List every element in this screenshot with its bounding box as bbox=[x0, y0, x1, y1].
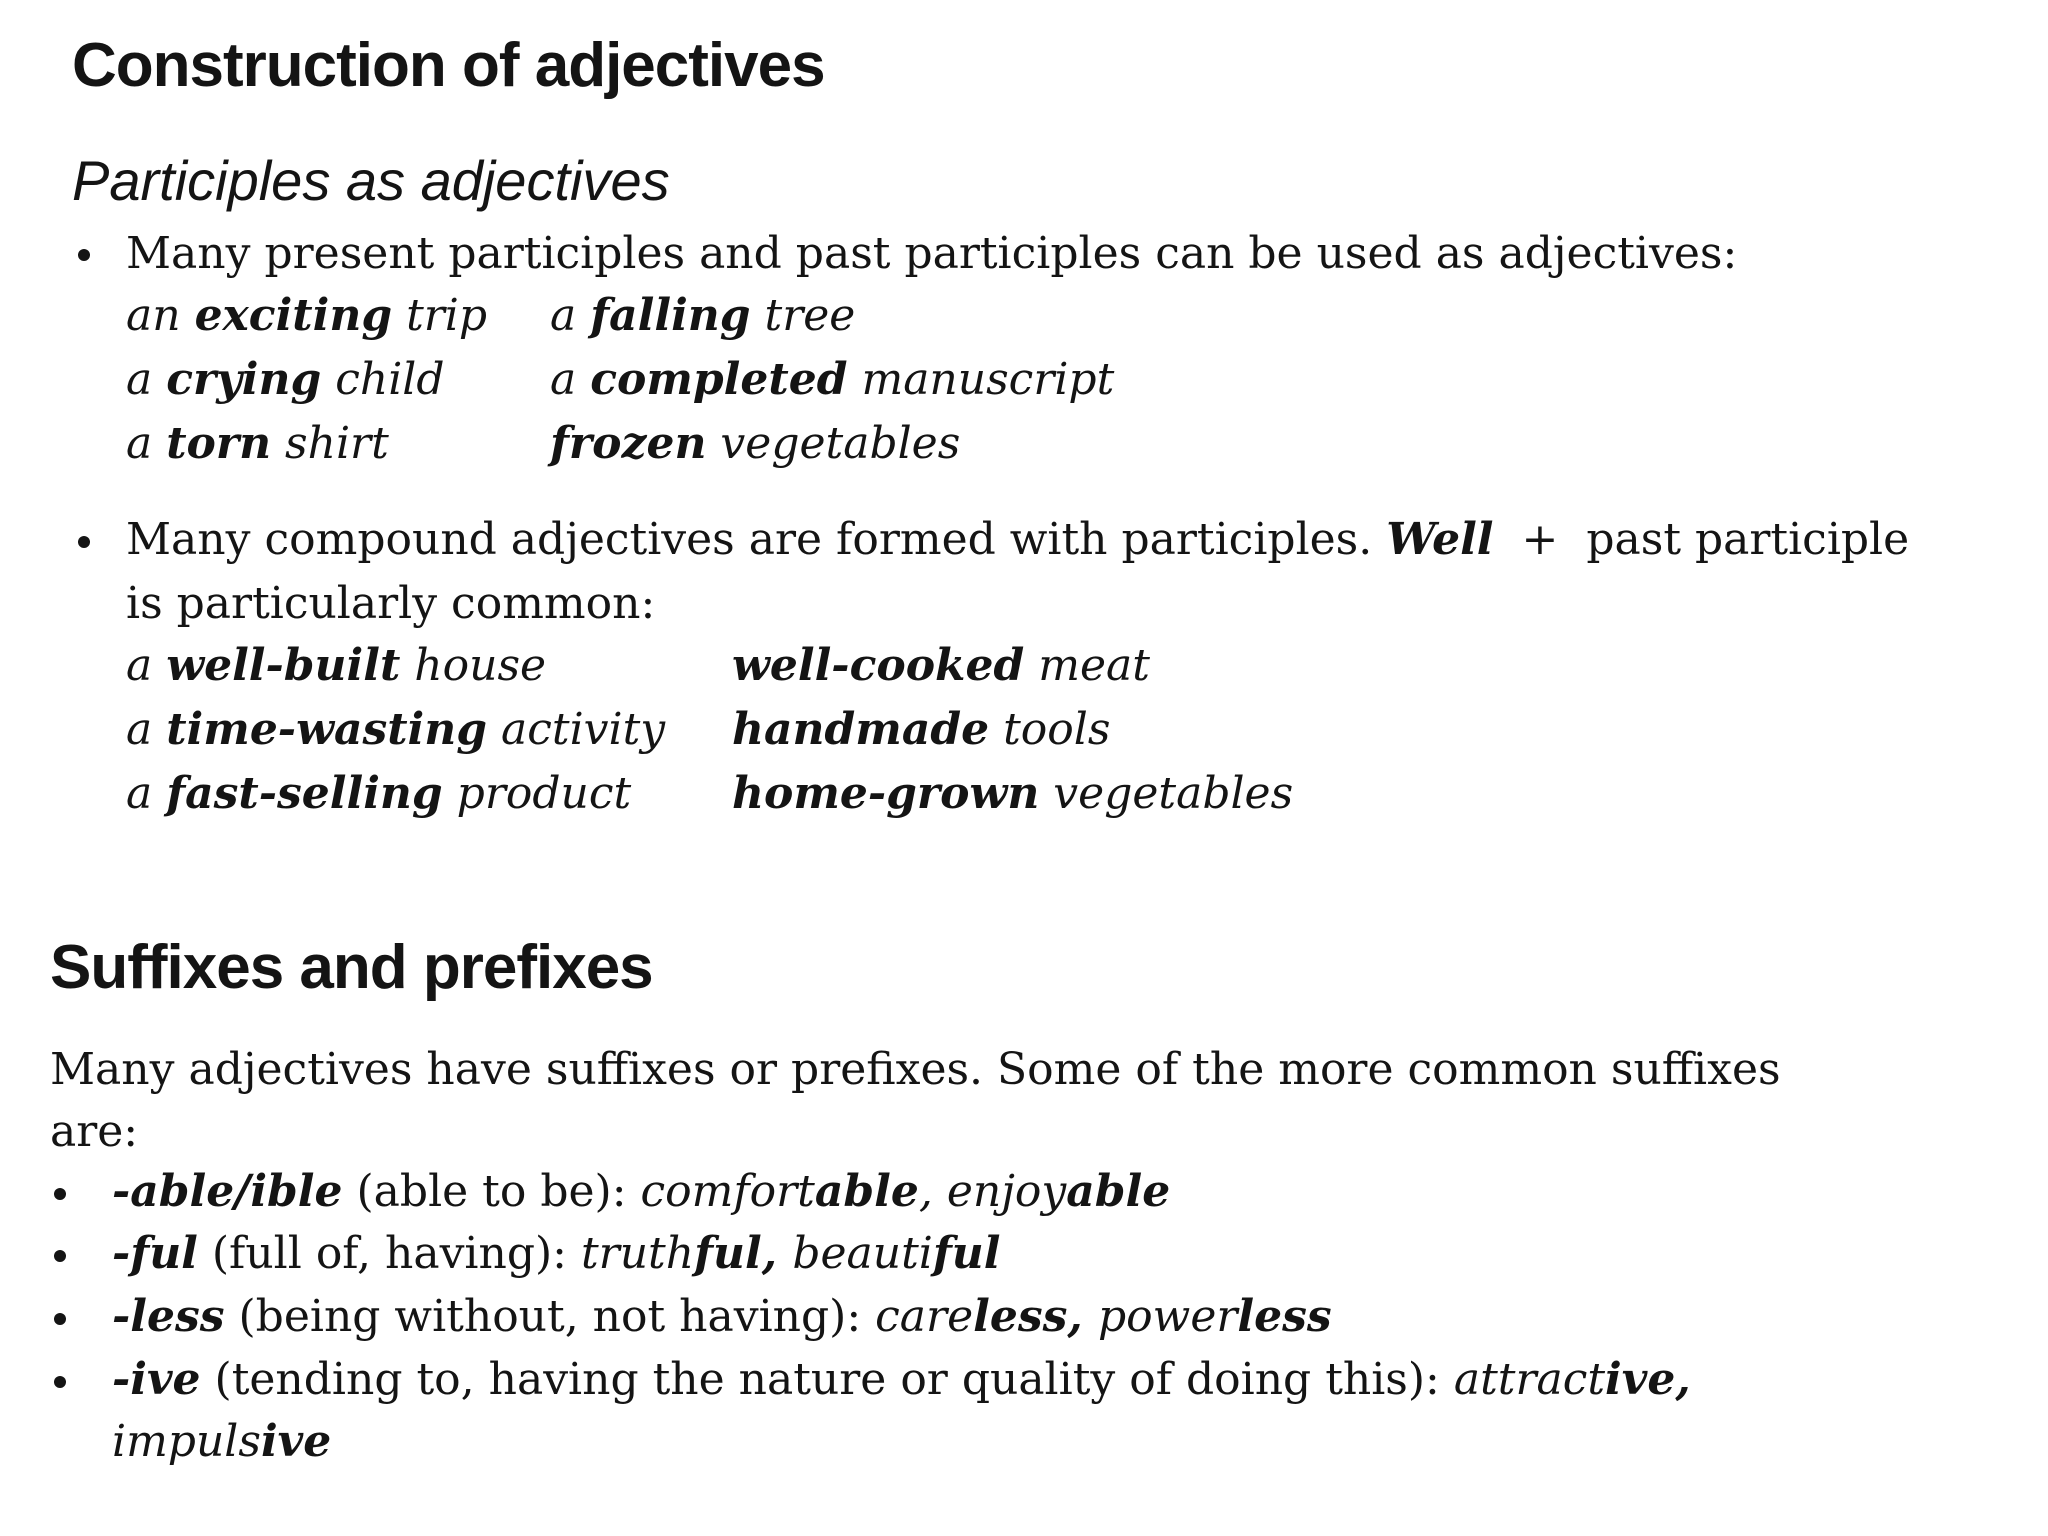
example-phrase: a well-built house bbox=[126, 640, 547, 691]
section-heading-construction: Construction of adjectives bbox=[72, 31, 825, 100]
suffix-item: -less (being without, not having): careless, powerless bbox=[112, 1291, 1332, 1342]
bullet-text-compound: Many compound adjectives are formed with participles. Well + past participle bbox=[126, 514, 1910, 565]
example-phrase: an exciting trip bbox=[126, 290, 488, 341]
example-phrase: a crying child bbox=[126, 354, 445, 405]
example-phrase: home-grown vegetables bbox=[732, 768, 1294, 819]
subheading-participles: Participles as adjectives bbox=[72, 149, 670, 212]
bullet-point bbox=[78, 536, 90, 548]
intro-text: Many adjectives have suffixes or prefixes. Some of the more common suffixes bbox=[50, 1044, 1781, 1095]
example-phrase: a completed manuscript bbox=[550, 354, 1115, 405]
example-phrase: a fast-selling product bbox=[126, 768, 632, 819]
example-phrase: a torn shirt bbox=[126, 418, 389, 469]
example-phrase: handmade tools bbox=[732, 704, 1111, 755]
bullet-point bbox=[54, 1313, 66, 1325]
suffix-item: -ive (tending to, having the nature or quality of doing this): attractive, bbox=[112, 1354, 1691, 1405]
example-phrase: frozen vegetables bbox=[550, 418, 961, 469]
bullet-point bbox=[54, 1250, 66, 1262]
bullet-point bbox=[54, 1376, 66, 1388]
bullet-text-participles: Many present participles and past participles can be used as adjectives: bbox=[126, 228, 1738, 279]
example-phrase: well-cooked meat bbox=[732, 640, 1150, 691]
suffix-item: -able/ible (able to be): comfortable, enjoyable bbox=[112, 1166, 1171, 1217]
example-phrase: a falling tree bbox=[550, 290, 856, 341]
bullet-point bbox=[54, 1188, 66, 1200]
bullet-text-compound-cont: is particularly common: bbox=[126, 578, 656, 629]
intro-text-cont: are: bbox=[50, 1106, 139, 1157]
example-phrase: a time-wasting activity bbox=[126, 704, 666, 755]
suffix-item: -ful (full of, having): truthful, beautiful bbox=[112, 1228, 1001, 1279]
section-heading-suffixes: Suffixes and prefixes bbox=[50, 933, 653, 1002]
suffix-item-cont: impulsive bbox=[112, 1416, 332, 1467]
bullet-point bbox=[78, 249, 90, 261]
